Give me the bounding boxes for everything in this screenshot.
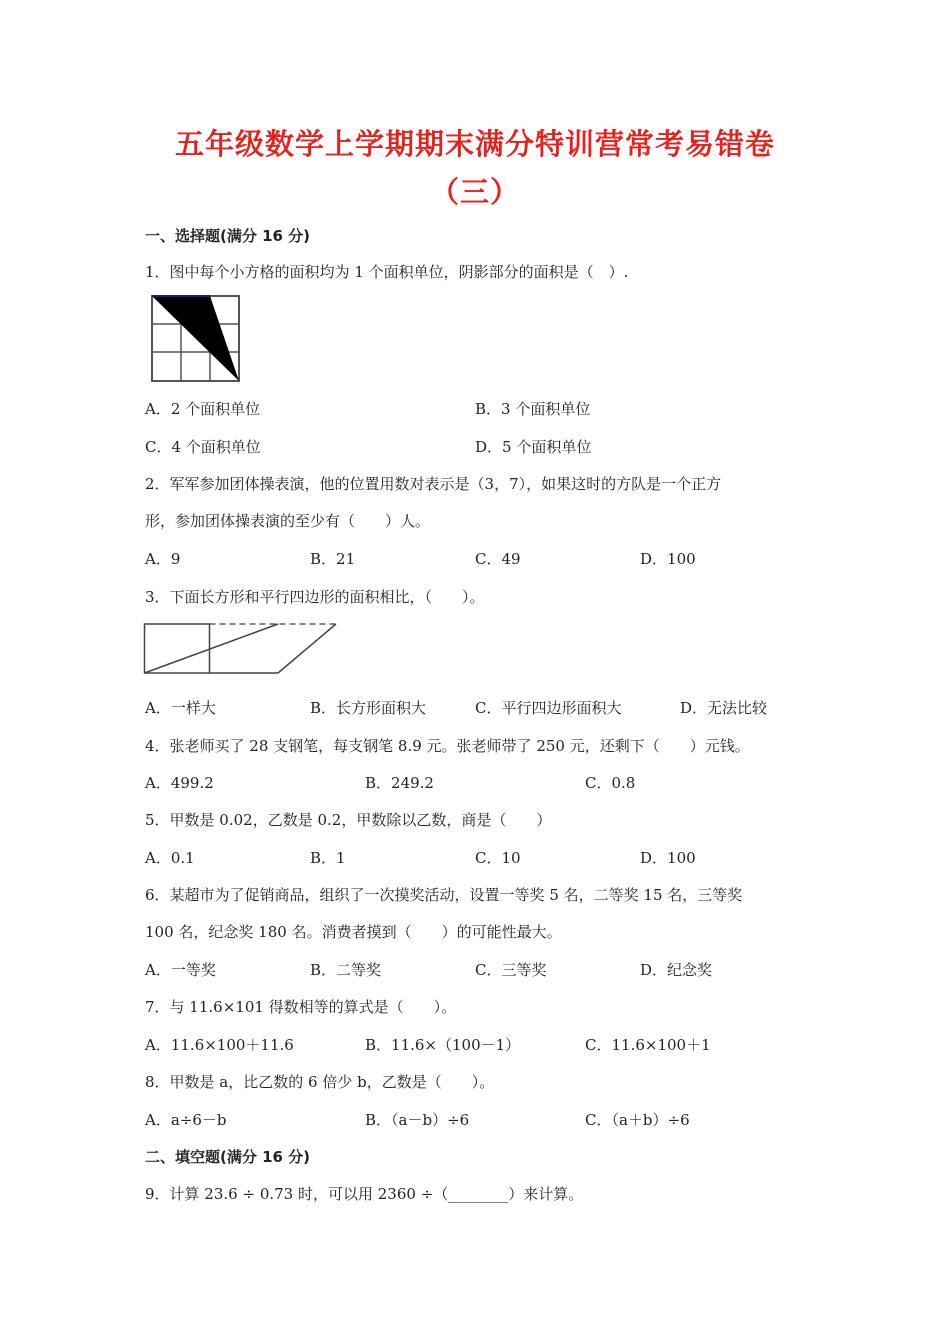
question-5: 5．甲数是 0.02，乙数是 0.2，甲数除以乙数，商是（ ） (145, 811, 552, 829)
section-choice-heading: 一、选择题(满分 16 分) (145, 227, 311, 245)
q6-option-a: A．一等奖 (145, 961, 216, 979)
exam-subtitle: （三） (429, 175, 520, 209)
q2-option-b: B．21 (310, 550, 356, 568)
q3-option-d: D．无法比较 (680, 699, 768, 717)
q2-option-a: A．9 (145, 550, 181, 568)
q7-option-c: C．11.6×100＋1 (585, 1036, 711, 1054)
grid-figure (150, 295, 242, 383)
q8-option-b: B．（a－b）÷6 (365, 1111, 470, 1129)
parallelogram-right-side (278, 624, 336, 673)
q4-option-b: B．249.2 (365, 774, 434, 792)
question-1: 1．图中每个小方格的面积均为 1 个面积单位，阴影部分的面积是（ ）. (145, 263, 629, 281)
exam-title: 五年级数学上学期期末满分特训营常考易错卷 (174, 127, 775, 161)
parallelogram-left-side (145, 624, 279, 673)
q5-option-d: D．100 (640, 849, 696, 867)
question-9: 9．计算 23.6 ÷ 0.73 时，可以用 2360 ÷（________）来计算。 (145, 1185, 584, 1203)
q4-option-c: C．0.8 (585, 774, 636, 792)
rectangle-shape (145, 624, 210, 673)
q1-option-b: B．3 个面积单位 (475, 400, 591, 418)
q1-option-c: C．4 个面积单位 (145, 438, 261, 456)
question-2-line-1: 2．军军参加团体操表演，他的位置用数对表示是（3，7），如果这时的方队是一个正方 (145, 475, 722, 493)
q3-option-a: A．一样大 (145, 699, 216, 717)
question-3: 3．下面长方形和平行四边形的面积相比，（ ）。 (145, 588, 485, 606)
question-6-line-2: 100 名，纪念奖 180 名。消费者摸到（ ）的可能性最大。 (145, 923, 562, 941)
q7-option-a: A．11.6×100＋11.6 (145, 1036, 294, 1054)
question-6-line-1: 6．某超市为了促销商品，组织了一次摸奖活动，设置一等奖 5 名，二等奖 15 名，三等奖 (145, 886, 743, 904)
shaded-triangle (152, 296, 239, 381)
question-2-line-2: 形，参加团体操表演的至少有（ ）人。 (145, 512, 431, 530)
question-4: 4．张老师买了 28 支钢笔，每支钢笔 8.9 元。张老师带了 250 元，还剩下（ ）元钱。 (145, 737, 750, 755)
question-8: 8．甲数是 a，比乙数的 6 倍少 b，乙数是（ ）。 (145, 1073, 495, 1091)
section-fill-heading: 二、填空题(满分 16 分) (145, 1148, 311, 1166)
q7-option-b: B．11.6×（100－1） (365, 1036, 521, 1054)
q1-option-a: A．2 个面积单位 (145, 400, 261, 418)
q6-option-c: C．三等奖 (475, 961, 547, 979)
q6-option-d: D．纪念奖 (640, 961, 713, 979)
q5-option-a: A．0.1 (145, 849, 195, 867)
q2-option-d: D．100 (640, 550, 696, 568)
q3-option-c: C．平行四边形面积大 (475, 699, 622, 717)
q6-option-b: B．二等奖 (310, 961, 382, 979)
rectangle-parallelogram-figure (143, 620, 339, 676)
question-7: 7．与 11.6×101 得数相等的算式是（ ）。 (145, 998, 457, 1016)
q2-option-c: C．49 (475, 550, 521, 568)
q5-option-c: C．10 (475, 849, 521, 867)
q4-option-a: A．499.2 (145, 774, 214, 792)
q8-option-c: C．（a＋b）÷6 (585, 1111, 690, 1129)
q8-option-a: A．a÷6－b (145, 1111, 227, 1129)
q3-option-b: B．长方形面积大 (310, 699, 427, 717)
q5-option-b: B．1 (310, 849, 346, 867)
q1-option-d: D．5 个面积单位 (475, 438, 592, 456)
